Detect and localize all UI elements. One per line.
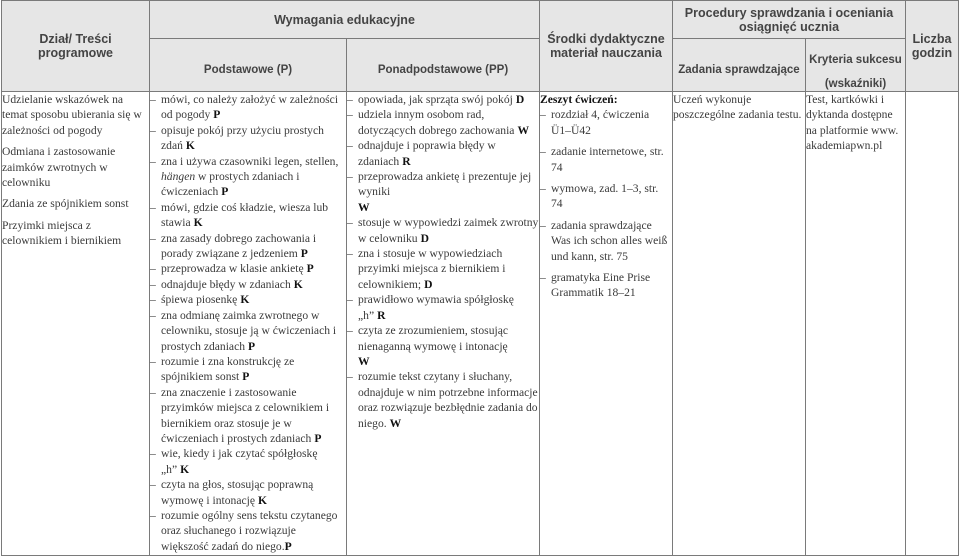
requirement-item: – odnajduje i poprawia błędy w zdaniach R: [347, 138, 539, 169]
requirement-item: – odnajduje błędy w zdaniach K: [150, 277, 346, 292]
kryteria-cell: Test, kartkówki i dyktanda dostępne na platformie www. akademiapwn.pl: [806, 92, 906, 556]
tresc-item: Zdania ze spójnikiem sonst: [2, 197, 129, 211]
level-badge: K: [180, 462, 190, 476]
requirement-item: – rozumie tekst czytany i słuchany, odnajduje w nim potrzebne informacje oraz rozwiązuje bezbłędnie zadania do niego. W: [347, 369, 539, 431]
requirement-item: – zna i stosuje w wypowiedziach przyimki miejsca z biernikiem i celownikiem; D: [347, 246, 539, 292]
requirement-item: – rozumie i zna konstrukcję ze spójnikiem sonst P: [150, 354, 346, 385]
curriculum-table: [1, 0, 959, 556]
requirement-item: – śpiewa piosenkę K: [150, 292, 346, 307]
level-badge: R: [377, 308, 386, 322]
level-badge: P: [306, 262, 314, 276]
requirement-item: – opisuje pokój przy użyciu prostych zdań K: [150, 123, 346, 154]
level-badge: W: [389, 416, 402, 430]
requirement-item: – wie, kiedy i jak czytać spółgłoskę „h” K: [150, 446, 346, 477]
level-badge: P: [284, 539, 292, 553]
level-badge: W: [358, 354, 370, 368]
material-item: – zadanie internetowe, str. 74: [540, 144, 672, 175]
srodki-cell: [540, 92, 673, 556]
requirement-item: – zna zasady dobrego zachowania i porady związane z jedzeniem P: [150, 231, 346, 262]
level-badge: R: [402, 154, 411, 168]
srodki-list: [540, 107, 672, 300]
level-badge: P: [314, 431, 322, 445]
material-item: – gramatyka Eine Prise Grammatik 18–21: [540, 270, 672, 301]
header-dzial: Dział/ Treści programowe: [2, 1, 150, 92]
requirement-item: – rozumie ogólny sens tekstu czytanego oraz słuchanego i rozwiązuje większość zadań do niego.P: [150, 508, 346, 554]
level-badge: D: [420, 231, 429, 245]
tresc-item: Przyimki miejsca z celownikiem i biernikiem: [2, 218, 122, 248]
requirement-item: – zna i używa czasowniki legen, stellen, hängen w prostych zdaniach i ćwiczeniach P: [150, 154, 346, 200]
level-badge: K: [293, 277, 303, 291]
liczba-godzin-cell: [906, 92, 959, 556]
material-item: – wymowa, zad. 1–3, str. 74: [540, 181, 672, 212]
material-item: – rozdział 4, ćwiczenia Ü1–Ü42: [540, 107, 672, 138]
header-srodki: Środki dydaktyczne materiał nauczania: [540, 1, 673, 92]
requirement-item: – stosuje w wypowiedzi zaimek zwrotny w celowniku D: [347, 215, 539, 246]
requirement-item: – zna odmianę zaimka zwrotnego w celowniku, stosuje ją w ćwiczeniach i prostych zdaniach P: [150, 308, 346, 354]
requirement-item: – opowiada, jak sprząta swój pokój D: [347, 92, 539, 107]
requirement-item: – przeprowadza w klasie ankietę P: [150, 261, 346, 276]
level-badge: K: [185, 139, 195, 153]
ponadpodstawowe-cell: [347, 92, 540, 556]
level-badge: W: [517, 123, 530, 137]
level-badge: D: [515, 93, 525, 106]
tresc-item: Odmiana i zastosowanie zaimków zwrotnych w celowniku: [2, 145, 116, 190]
header-wymagania: Wymagania edukacyjne: [150, 1, 540, 39]
level-badge: K: [193, 216, 203, 230]
ponadpodstawowe-list: [347, 92, 539, 431]
requirement-item: – udziela innym osobom rad, dotyczących dobrego zachowania W: [347, 107, 539, 138]
level-badge: K: [258, 493, 268, 507]
requirement-item: – zna znaczenie i zastosowanie przyimków miejsca z celownikiem i biernikiem oraz stosuje je w ćwiczeniach i prostych zdaniach P: [150, 385, 346, 447]
requirement-item: – prawidłowo wymawia spółgłoskę „h” R: [347, 292, 539, 323]
srodki-heading: Zeszyt ćwiczeń:: [540, 93, 618, 106]
zadania-cell: Uczeń wykonuje poszczególne zadania testu.: [673, 92, 806, 556]
tresc-item: Udzielanie wskazówek na temat sposobu ubierania się w zależności od pogody: [2, 93, 142, 137]
level-badge: P: [213, 108, 221, 122]
requirement-item: – czyta ze zrozumieniem, stosując nienaganną wymowę i intonację W: [347, 323, 539, 369]
podstawowe-cell: [150, 92, 347, 556]
requirement-item: – czyta na głos, stosując poprawną wymowę i intonację K: [150, 477, 346, 508]
level-badge: P: [248, 339, 256, 353]
podstawowe-list: [150, 92, 346, 554]
level-badge: P: [221, 185, 229, 199]
requirement-item: – mówi, co należy założyć w zależności od pogody P: [150, 92, 346, 123]
level-badge: W: [358, 200, 370, 214]
level-badge: K: [240, 293, 250, 307]
level-badge: P: [300, 247, 308, 261]
header-ponadpodstawowe: Ponadpodstawowe (PP): [347, 39, 540, 92]
header-kryteria: Kryteria sukcesu (wskaźniki): [806, 39, 906, 92]
level-badge: P: [242, 370, 250, 384]
header-zadania: Zadania sprawdzające: [673, 39, 806, 92]
header-podstawowe: Podstawowe (P): [150, 39, 347, 92]
header-liczba-godzin: Liczba godzin: [906, 1, 959, 92]
requirement-item: – przeprowadza ankietę i prezentuje jej wyniki W: [347, 169, 539, 215]
material-item: – zadania sprawdzające Was ich schon alles weiß und kann, str. 75: [540, 218, 672, 264]
tresci-cell: [2, 92, 150, 556]
level-badge: D: [424, 277, 433, 291]
header-procedury: Procedury sprawdzania i oceniania osiągnięć ucznia: [673, 1, 906, 39]
requirement-item: – mówi, gdzie coś kładzie, wiesza lub stawia K: [150, 200, 346, 231]
